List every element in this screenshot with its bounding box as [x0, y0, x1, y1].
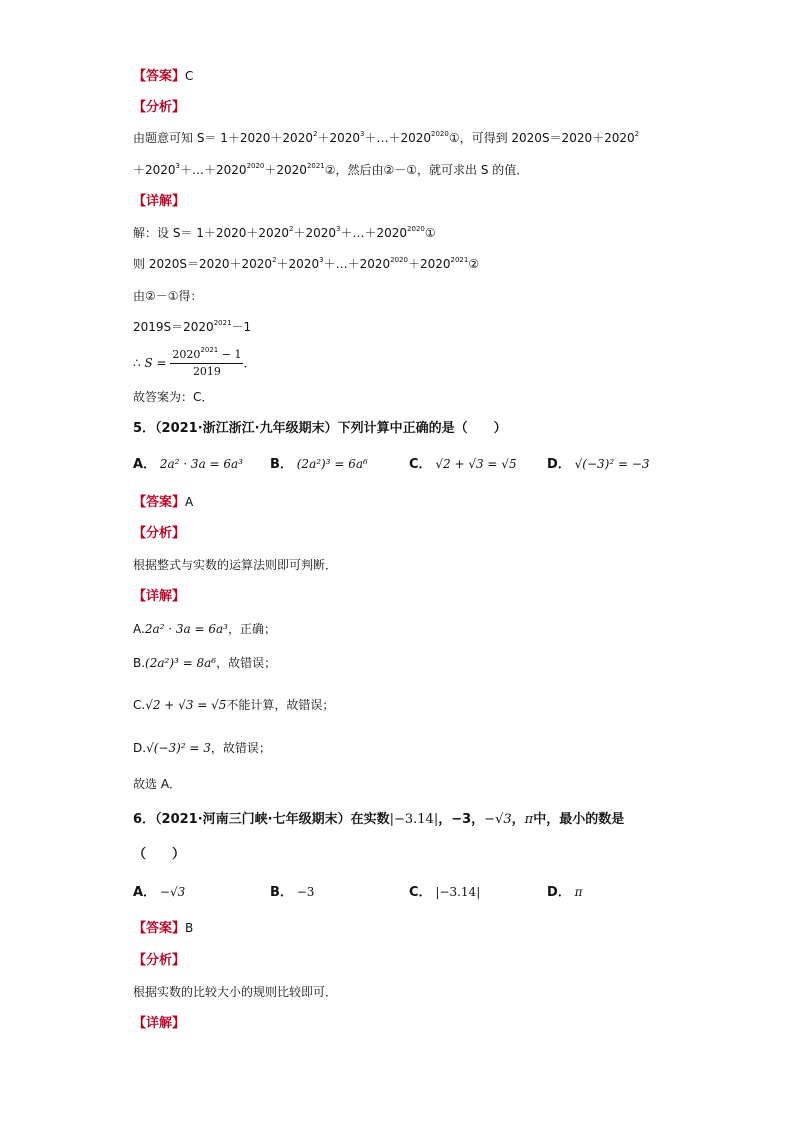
- question-6-paren: （ ）: [133, 847, 186, 862]
- analysis-text-line-1: 由题意可知 $S= 1+2020+2020^2+2020^3+\dots+2020^{2020}①$，可得到 $2020S=2020+2020^2$: [133, 130, 640, 145]
- q5-option-c: C． √2 + √3 = √5: [409, 457, 517, 472]
- question-6-title: 6．（2021·河南三门峡·七年级期末）在实数|−3.14|，−3，−√3，π中，最小的数是: [133, 812, 625, 827]
- answer-tag: 【答案】: [133, 69, 186, 84]
- detail-a: A.2a² · 3a = 6a³，正确；: [133, 622, 276, 636]
- solution-line-1: 解：设 $S= 1+2020+2020^2+2020^3+\dots+2020^{2020}①$: [133, 225, 436, 240]
- question-5-title: 5．（2021·浙江浙江·九年级期末）下列计算中正确的是（ ）: [133, 421, 507, 436]
- answer-value: A: [185, 495, 194, 509]
- q5-option-b: B． (2a²)³ = 6a⁶: [270, 457, 368, 472]
- conclusion-q4: 故答案为：C．: [133, 390, 214, 404]
- solution-line-4: $2019S=2020^{2021}-1$: [133, 319, 252, 334]
- q5-option-d: D． √(−3)² = −3: [547, 457, 650, 472]
- detail-b: B.(2a²)³ = 8a⁶，故错误；: [133, 656, 277, 670]
- q6-option-b: B． −3: [270, 885, 315, 900]
- analysis-text-q6: 根据实数的比较大小的规则比较即可．: [133, 985, 338, 999]
- solution-line-2: 则 $2020S=2020+2020^2+2020^3+\dots+2020^{2020}+2020^{2021}②$: [133, 256, 480, 271]
- analysis-text-line-2: $+2020^3+\dots+2020^{2020}+2020^{2021}②$，然后由②－①，就可求出 S 的值．: [133, 162, 529, 177]
- detail-d: D.√(−3)² = 3，故错误；: [133, 741, 271, 755]
- answer-value: B: [185, 921, 194, 935]
- analysis-tag: 【分析】: [133, 100, 186, 115]
- answer-line-q4: [133, 68, 193, 85]
- detail-c: C.√2 + √3 = √5不能计算，故错误；: [133, 698, 335, 712]
- solution-line-3: 由②－①得：: [133, 289, 203, 303]
- analysis-text-q5: 根据整式与实数的运算法则即可判断．: [133, 558, 338, 572]
- detail-tag: 【详解】: [133, 194, 186, 209]
- q6-option-a: A． −√3: [133, 885, 186, 900]
- analysis-tag-line-q5: 【分析】: [133, 526, 186, 541]
- solution-fraction-line: ∴ S = $\frac{2020^{2021} - 1}{2019}$ ．: [133, 346, 256, 378]
- answer-line-q5: 【答案】A: [133, 495, 194, 510]
- answer-value: C: [185, 69, 194, 83]
- detail-tag-line-q6: 【详解】: [133, 1016, 186, 1031]
- answer-line-q6: 【答案】B: [133, 921, 194, 936]
- analysis-tag-line-q6: 【分析】: [133, 953, 186, 968]
- q5-option-a: A． 2a² · 3a = 6a³: [133, 457, 244, 472]
- conclusion-q5: 故选 A．: [133, 777, 182, 791]
- fraction: $\frac{2020^{2021} - 1}{2019}$: [172, 346, 242, 378]
- detail-tag-line: [133, 193, 185, 210]
- q6-option-c: C． |−3.14|: [409, 885, 481, 900]
- q6-option-d: D． π: [547, 885, 583, 900]
- analysis-tag-line: [133, 99, 185, 116]
- detail-tag-line-q5: 【详解】: [133, 589, 186, 604]
